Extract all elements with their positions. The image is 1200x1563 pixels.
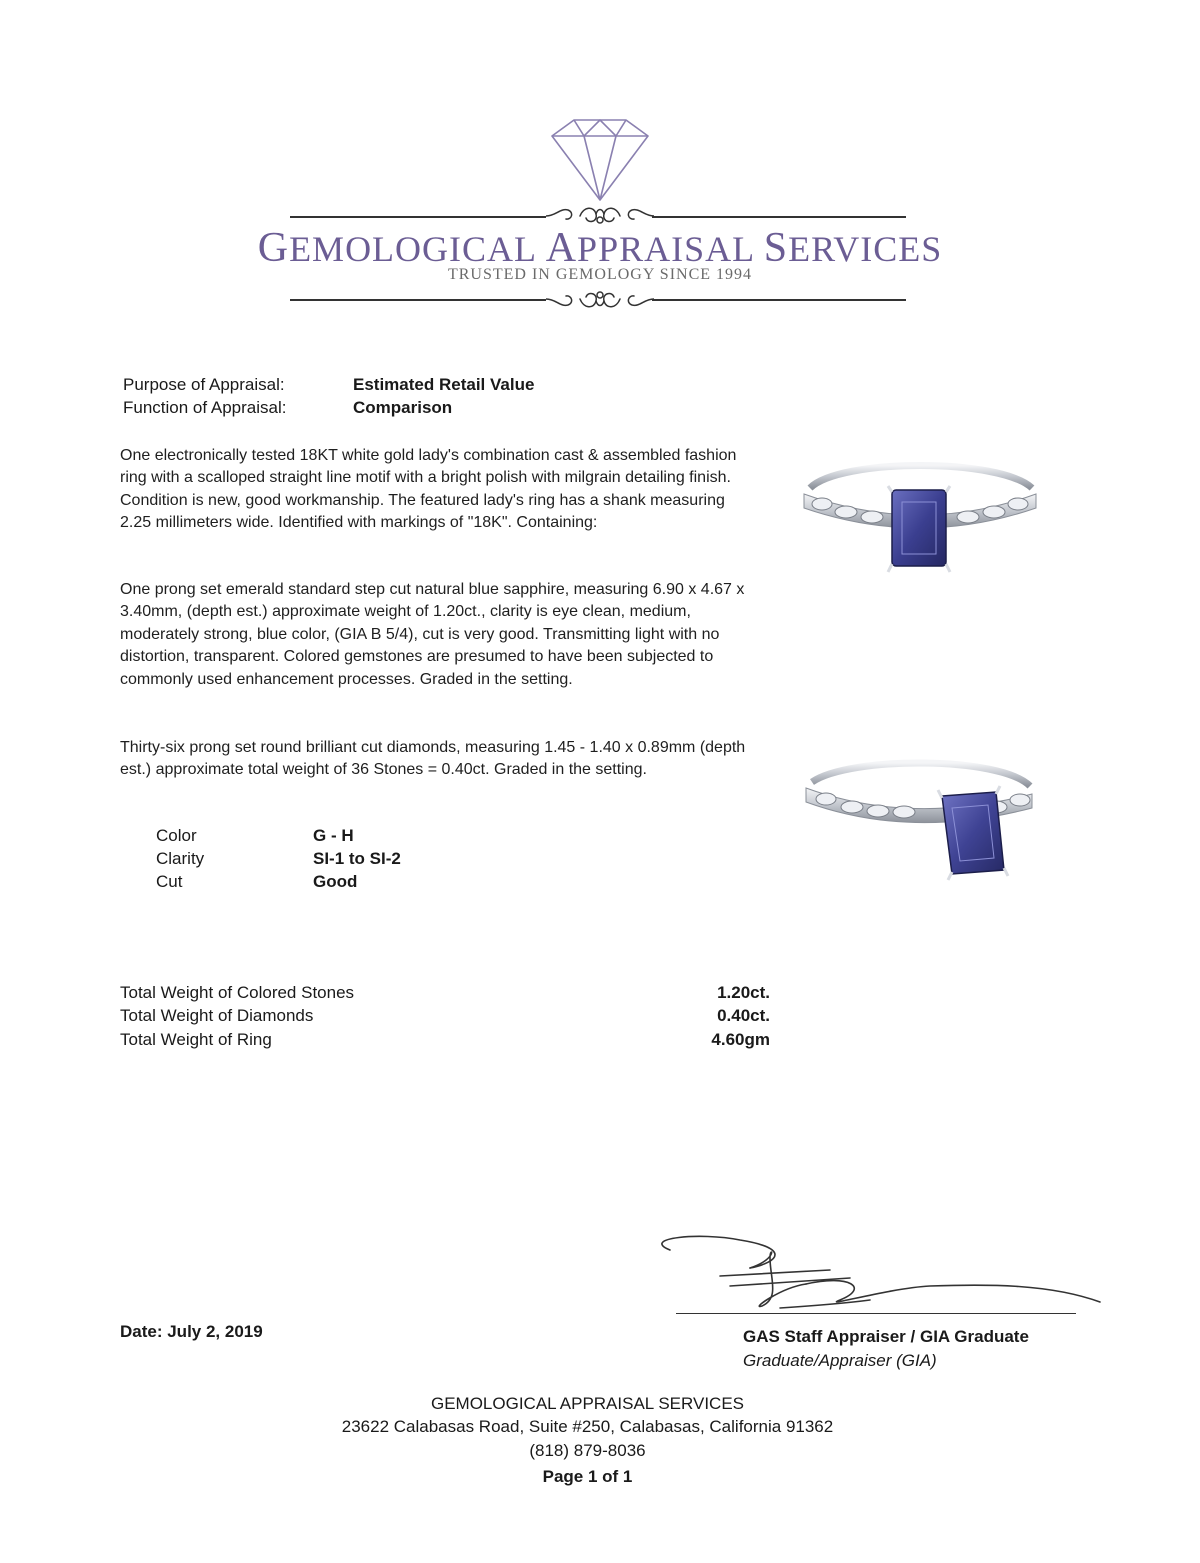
- spec-row-color: [156, 825, 556, 847]
- total-row-colored-stones: [120, 982, 770, 1004]
- logo-title-initial-1: G: [257, 225, 290, 271]
- appraiser-subtitle: Graduate/Appraiser (GIA): [743, 1351, 937, 1370]
- spec-label: Color: [156, 826, 197, 845]
- logo-title-initial-2: A: [545, 225, 578, 271]
- total-value: 4.60gm: [711, 1030, 770, 1049]
- appraiser-title: GAS Staff Appraiser / GIA Graduate: [743, 1327, 1029, 1346]
- footer-phone: (818) 879-8036: [529, 1441, 646, 1460]
- appraisal-date: Date: July 2, 2019: [120, 1322, 263, 1341]
- ornament-icon: [546, 285, 654, 313]
- signature-image: [630, 1228, 1110, 1324]
- total-value: 1.20ct.: [717, 983, 770, 1002]
- logo-rule: [652, 216, 906, 218]
- spec-value: G - H: [313, 826, 354, 845]
- spec-label: Clarity: [156, 849, 205, 868]
- function-value: Comparison: [353, 398, 453, 417]
- total-label: Total Weight of Ring: [120, 1030, 272, 1049]
- footer-company: GEMOLOGICAL APPRAISAL SERVICES: [430, 1394, 745, 1413]
- purpose-label: Purpose of Appraisal:: [123, 375, 285, 394]
- ring-photo-front: [800, 450, 1040, 580]
- total-label: Total Weight of Colored Stones: [120, 983, 355, 1002]
- logo-title-initial-3: S: [763, 225, 789, 271]
- signature-line: [676, 1313, 1076, 1314]
- total-row-diamonds: [120, 1005, 770, 1027]
- total-row-ring: [120, 1029, 770, 1051]
- ring-photo-angle: [800, 752, 1040, 882]
- spec-row-cut: [156, 871, 556, 893]
- total-value: 0.40ct.: [717, 1006, 770, 1025]
- page-number: Page 1 of 1: [542, 1467, 633, 1486]
- function-row: [123, 397, 723, 419]
- logo-title-rest-1: EMOLOGICAL: [289, 229, 546, 269]
- logo-rule: [652, 299, 906, 301]
- logo-tagline: TRUSTED IN GEMOLOGY SINCE 1994: [447, 266, 753, 283]
- purpose-value: Estimated Retail Value: [353, 375, 535, 394]
- logo-title-rest-3: ERVICES: [788, 229, 943, 269]
- ring-description: One electronically tested 18KT white gold lady's combination cast & assembled fashion ring with a scalloped straight line motif with a bright polish with milgrain detailing finish. Condition is new, good workmanship. The featured lady's ring has a shank measuring 2.25 millimeters wide. Identified with markings of "18K". Containing:: [120, 447, 737, 532]
- diamonds-description: Thirty-six prong set round brilliant cut diamonds, measuring 1.45 - 1.40 x 0.89mm (depth est.) approximate total weight of 36 Stones = 0.40ct. Graded in the setting.: [120, 739, 746, 779]
- purpose-row: [123, 374, 723, 396]
- sapphire-description: One prong set emerald standard step cut natural blue sapphire, measuring 6.90 x 4.67 x 3.40mm, (depth est.) approximate weight of 1.20ct., clarity is eye clean, medium, moderately strong, blue color, (GIA B 5/4), cut is very good. Transmitting light with no distortion, transparent. Colored gemstones are presumed to have been subjected to commonly used enhancement processes. Graded in the setting.: [120, 581, 745, 688]
- logo-title-rest-2: PPRAISAL: [577, 229, 764, 269]
- logo-rule: [290, 216, 546, 218]
- spec-row-clarity: [156, 848, 556, 870]
- footer-address: 23622 Calabasas Road, Suite #250, Calabasas, California 91362: [341, 1417, 834, 1436]
- company-logo: [0, 118, 1200, 328]
- spec-value: Good: [313, 872, 358, 891]
- logo-title: [0, 224, 1200, 272]
- logo-rule: [290, 299, 546, 301]
- spec-label: Cut: [156, 872, 183, 891]
- total-label: Total Weight of Diamonds: [120, 1006, 314, 1025]
- spec-value: SI-1 to SI-2: [313, 849, 401, 868]
- diamond-icon: [538, 118, 662, 202]
- function-label: Function of Appraisal:: [123, 398, 287, 417]
